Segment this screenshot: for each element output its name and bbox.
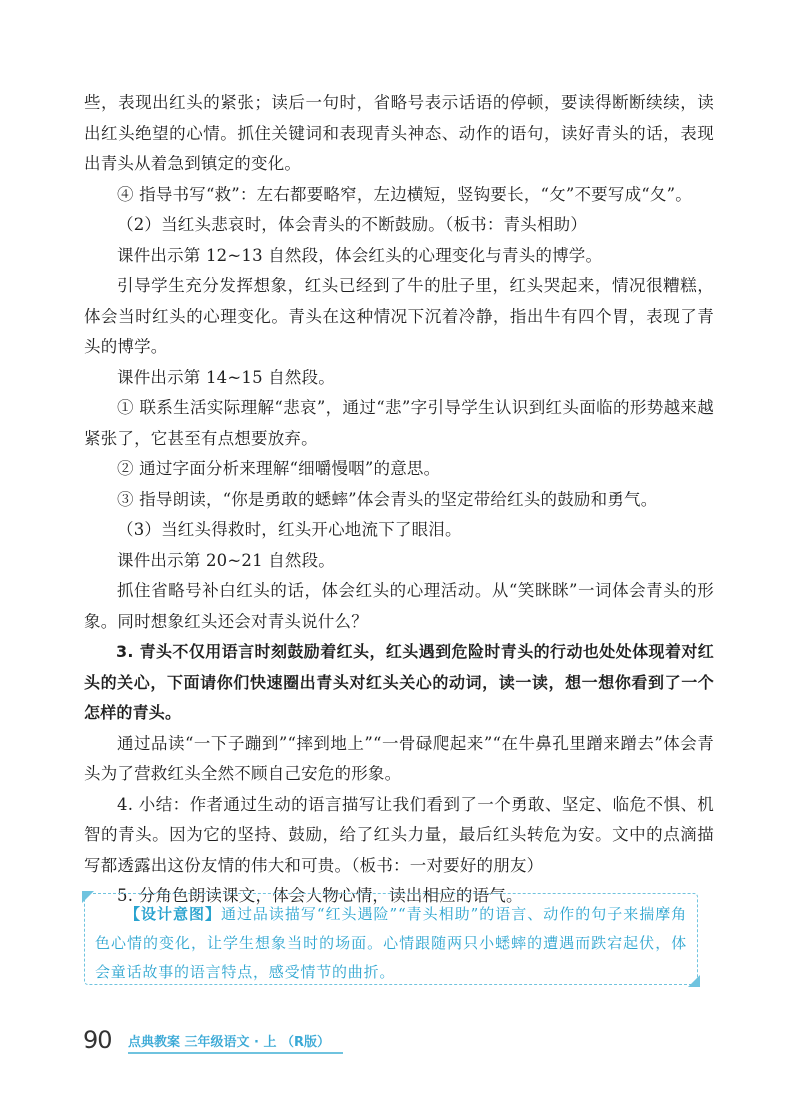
design-intent-text: 通过品读描写“红头遇险”“青头相助”的语言、动作的句子来揣摩角色心情的变化，让学生想象当时的场面。心情跟随两只小蟋蟀的遭遇而跌宕起伏，体会童话故事的语言特点，感受情节的曲折。 [95,905,687,981]
paragraph-3: （2）当红头悲哀时，体会青头的不断鼓励。（板书：青头相助） [117,215,588,234]
design-intent-box [84,893,698,985]
paragraph-1: 些，表现出红头的紧张；读后一句时，省略号表示话语的停顿，要读得断断续续，读出红头绝望的心情。抓住关键词和表现青头神态、动作的语句，读好青头的话，表现出青头从着急到镇定的变化。 [84,93,714,173]
paragraph-13-heading: 3. 青头不仅用语言时刻鼓励着红头，红头遇到危险时青头的行动也处处体现着对红头的关心，下面请你们快速圈出青头对红头关心的动词，读一读，想一想你看到了一个怎样的青头。 [84,642,714,722]
paragraph-11: 课件出示第 20~21 自然段。 [117,550,336,570]
paragraph-9: ③ 指导朗读，“你是勇敢的蟋蟀”体会青头的坚定带给红头的鼓励和勇气。 [117,489,658,509]
paragraph-4: 课件出示第 12~13 自然段，体会红头的心理变化与青头的博学。 [117,245,603,265]
paragraph-14: 通过品读“一下子蹦到”“摔到地上”“一骨碌爬起来”“在牛鼻孔里蹭来蹭去”体会青头为了营救红头全然不顾自己安危的形象。 [84,733,714,783]
corner-ornament-icon [688,975,700,987]
paragraph-8: ② 通过字面分析来理解“细嚼慢咽”的意思。 [117,459,441,478]
page-number: 90 [83,1026,112,1054]
paragraph-6: 课件出示第 14~15 自然段。 [117,367,336,387]
book-title: 点典教案 三年级语文 · 上 （R版） [128,1035,331,1050]
design-intent-tag: 【设计意图】 [125,905,221,923]
paragraph-7: ① 联系生活实际理解“悲哀”，通过“悲”字引导学生认识到红头面临的形势越来越紧张了，它甚至有点想要放弃。 [84,398,714,448]
corner-ornament-icon [82,891,94,903]
paragraph-5: 引导学生充分发挥想象，红头已经到了牛的肚子里，红头哭起来，情况很糟糕，体会当时红头的心理变化。青头在这种情况下沉着冷静，指出牛有四个胃，表现了青头的博学。 [84,276,714,356]
footer-divider [128,1052,343,1054]
paragraph-2: ④ 指导书写“救”：左右都要略窄，左边横短，竖钩要长，“攵”不要写成“夂”。 [117,184,692,204]
paragraph-10: （3）当红头得救时，红头开心地流下了眼泪。 [117,520,462,539]
paragraph-15-summary: 4. 小结：作者通过生动的语言描写让我们看到了一个勇敢、坚定、临危不惧、机智的青头。因为它的坚持、鼓励，给了红头力量，最后红头转危为安。文中的点滴描写都透露出这份友情的伟大和可贵。（板书：一对要好的朋友） [84,794,714,875]
lesson-body [84,88,714,912]
paragraph-12: 抓住省略号补白红头的话，体会红头的心理活动。从“笑眯眯”一词体会青头的形象。同时想象红头还会对青头说什么？ [84,581,714,631]
paragraph-16: 5. 分角色朗读课文，体会人物心情，读出相应的语气。 [117,886,523,905]
